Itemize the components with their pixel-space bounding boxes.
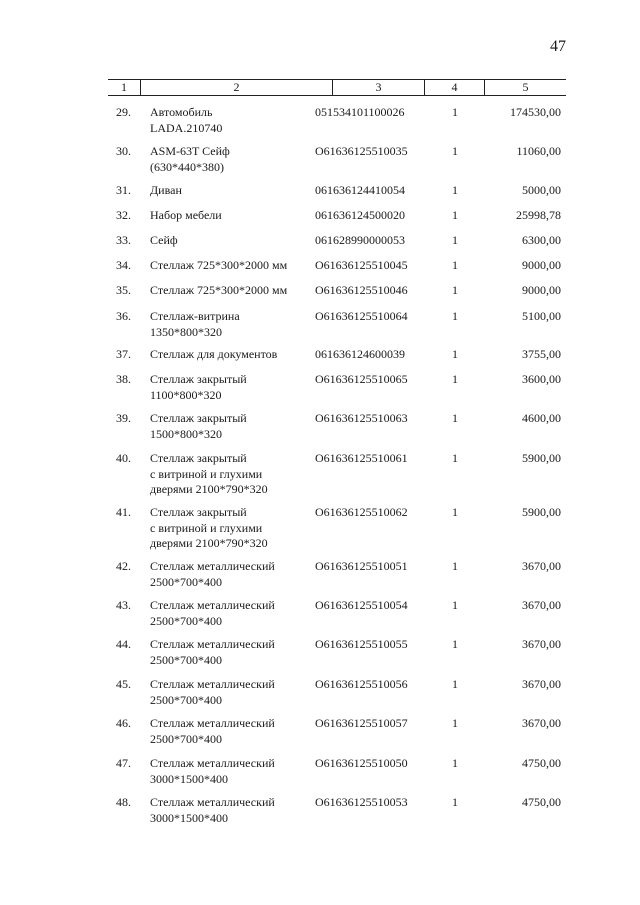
quantity: 1	[452, 258, 458, 272]
item-name: Стеллаж металлический 3000*1500*400	[150, 795, 275, 825]
amount: 4750,00	[522, 795, 561, 809]
amount: 5900,00	[522, 451, 561, 465]
inventory-code: O61636125510050	[315, 756, 408, 770]
amount: 3670,00	[522, 716, 561, 730]
quantity: 1	[452, 716, 458, 730]
row-number: 39.	[116, 411, 131, 425]
row-number: 37.	[116, 347, 131, 361]
row-number: 31.	[116, 183, 131, 197]
item-name: ASM-63T Сейф (630*440*380)	[150, 144, 230, 174]
inventory-code: O61636125510035	[315, 144, 408, 158]
amount: 9000,00	[522, 283, 561, 297]
amount: 3670,00	[522, 559, 561, 573]
amount: 5000,00	[522, 183, 561, 197]
amount: 4750,00	[522, 756, 561, 770]
amount: 6300,00	[522, 233, 561, 247]
row-number: 34.	[116, 258, 131, 272]
amount: 3755,00	[522, 347, 561, 361]
column-header: 2	[141, 80, 333, 95]
amount: 3670,00	[522, 598, 561, 612]
row-number: 38.	[116, 372, 131, 386]
amount: 174530,00	[510, 105, 561, 119]
item-name: Диван	[150, 183, 182, 197]
row-number: 47.	[116, 756, 131, 770]
quantity: 1	[452, 559, 458, 573]
quantity: 1	[452, 208, 458, 222]
quantity: 1	[452, 677, 458, 691]
quantity: 1	[452, 144, 458, 158]
inventory-code: O61636125510046	[315, 283, 408, 297]
inventory-code: 061628990000053	[315, 233, 405, 247]
quantity: 1	[452, 451, 458, 465]
amount: 4600,00	[522, 411, 561, 425]
amount: 5900,00	[522, 505, 561, 519]
quantity: 1	[452, 756, 458, 770]
row-number: 48.	[116, 795, 131, 809]
row-number: 36.	[116, 309, 131, 323]
quantity: 1	[452, 347, 458, 361]
quantity: 1	[452, 183, 458, 197]
inventory-code: O61636125510062	[315, 505, 408, 519]
inventory-code: O61636125510054	[315, 598, 408, 612]
item-name: Набор мебели	[150, 208, 222, 222]
amount: 3670,00	[522, 677, 561, 691]
inventory-code: O61636125510063	[315, 411, 408, 425]
item-name: Стеллаж металлический 2500*700*400	[150, 716, 275, 746]
quantity: 1	[452, 283, 458, 297]
amount: 3670,00	[522, 637, 561, 651]
inventory-code: O61636125510057	[315, 716, 408, 730]
item-name: Стеллаж 725*300*2000 мм	[150, 258, 288, 272]
quantity: 1	[452, 309, 458, 323]
inventory-code: 061636124600039	[315, 347, 405, 361]
item-name: Стеллаж закрытый с витриной и глухими дверями 2100*790*320	[150, 505, 268, 550]
inventory-code: O61636125510061	[315, 451, 408, 465]
item-name: Стеллаж металлический 2500*700*400	[150, 637, 275, 667]
inventory-code: O61636125510065	[315, 372, 408, 386]
column-header: 5	[522, 80, 529, 94]
item-name: Стеллаж для документов	[150, 347, 278, 361]
quantity: 1	[452, 505, 458, 519]
inventory-code: 061636124410054	[315, 183, 405, 197]
row-number: 30.	[116, 144, 131, 158]
inventory-code: O61636125510056	[315, 677, 408, 691]
amount: 25998,78	[516, 208, 561, 222]
page-number: 47	[550, 38, 566, 55]
item-name: Стеллаж металлический 2500*700*400	[150, 677, 275, 707]
amount: 5100,00	[522, 309, 561, 323]
row-number: 42.	[116, 559, 131, 573]
row-number: 43.	[116, 598, 131, 612]
inventory-code: 051534101100026	[315, 105, 405, 119]
column-header: 1	[108, 80, 141, 95]
item-name: Стеллаж-витрина 1350*800*320	[150, 309, 240, 339]
quantity: 1	[452, 105, 458, 119]
row-number: 35.	[116, 283, 131, 297]
quantity: 1	[452, 233, 458, 247]
quantity: 1	[452, 795, 458, 809]
column-header: 3	[333, 80, 425, 95]
item-name: Стеллаж 725*300*2000 мм	[150, 283, 288, 297]
amount: 3600,00	[522, 372, 561, 386]
row-number: 29.	[116, 105, 131, 119]
row-number: 33.	[116, 233, 131, 247]
item-name: Стеллаж металлический 3000*1500*400	[150, 756, 275, 786]
row-number: 44.	[116, 637, 131, 651]
column-header: 4	[425, 80, 485, 95]
quantity: 1	[452, 372, 458, 386]
amount: 11060,00	[516, 144, 561, 158]
amount: 9000,00	[522, 258, 561, 272]
inventory-code: O61636125510045	[315, 258, 408, 272]
item-name: Стеллаж металлический 2500*700*400	[150, 598, 275, 628]
inventory-code: O61636125510064	[315, 309, 408, 323]
item-name: Стеллаж металлический 2500*700*400	[150, 559, 275, 589]
item-name: Стеллаж закрытый 1500*800*320	[150, 411, 247, 441]
item-name: Стеллаж закрытый 1100*800*320	[150, 372, 247, 402]
item-name: Автомобиль LADA.210740	[150, 105, 223, 135]
inventory-code: 061636124500020	[315, 208, 405, 222]
quantity: 1	[452, 637, 458, 651]
item-name: Стеллаж закрытый с витриной и глухими дверями 2100*790*320	[150, 451, 268, 496]
inventory-code: O61636125510051	[315, 559, 408, 573]
row-number: 45.	[116, 677, 131, 691]
row-number: 40.	[116, 451, 131, 465]
inventory-code: O61636125510055	[315, 637, 408, 651]
row-number: 46.	[116, 716, 131, 730]
inventory-code: O61636125510053	[315, 795, 408, 809]
row-number: 41.	[116, 505, 131, 519]
item-name: Сейф	[150, 233, 178, 247]
quantity: 1	[452, 598, 458, 612]
row-number: 32.	[116, 208, 131, 222]
quantity: 1	[452, 411, 458, 425]
